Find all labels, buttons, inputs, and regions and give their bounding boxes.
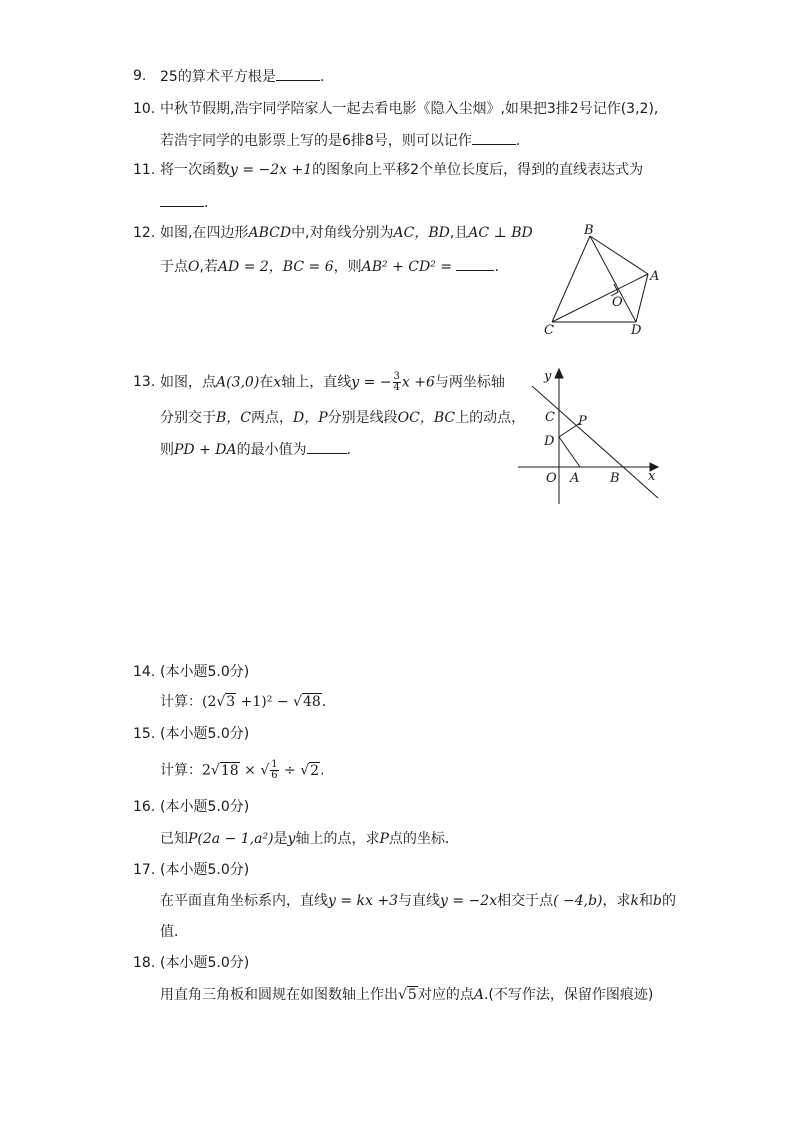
question-number: 14. (133, 664, 156, 680)
segment-cb (552, 236, 590, 322)
quadrilateral-figure (538, 222, 668, 342)
fraction: $\frac{3}{4}$ (393, 371, 400, 393)
question-number: 10. (133, 101, 156, 117)
label-c: C (545, 410, 555, 425)
score-label: (本小题5.0分) (160, 862, 250, 878)
diagonal-ac (552, 274, 648, 322)
question-text: 25的算术平方根是 (160, 69, 276, 85)
score-label: (本小题5.0分) (160, 664, 250, 680)
label-o: O (612, 295, 623, 310)
label-a: A (570, 471, 580, 486)
question-number: 11. (133, 162, 156, 178)
answer-blank[interactable] (472, 130, 516, 145)
question-number: 16. (133, 799, 156, 815)
question-number: 13. (133, 374, 156, 390)
question-number: 18. (133, 955, 156, 971)
math-expression: y = −2x +1 (230, 162, 313, 178)
coordinate-figure (514, 364, 664, 508)
score-label: (本小题5.0分) (160, 799, 250, 815)
question-number: 12. (133, 225, 156, 241)
label-d: D (631, 323, 642, 338)
question-text: 中秋节假期,浩宇同学陪家人一起去看电影《隐入尘烟》,如果把3排2号记作(3,2), (160, 101, 659, 117)
answer-blank[interactable] (456, 256, 494, 271)
fraction: $\frac{1}{6}$ (271, 759, 278, 781)
score-label: (本小题5.0分) (160, 955, 250, 971)
label-y: y (544, 369, 552, 384)
score-label: (本小题5.0分) (160, 726, 250, 742)
question-number: 17. (133, 862, 156, 878)
answer-blank[interactable] (307, 439, 347, 454)
segment-da (559, 437, 580, 467)
label-x: x (648, 469, 656, 484)
question-number: 9. (133, 68, 147, 84)
question-number: 15. (133, 726, 156, 742)
label-p: P (578, 414, 587, 429)
segment-dp (559, 423, 580, 437)
label-o: O (546, 471, 557, 486)
label-b: B (610, 471, 620, 486)
label-d: D (544, 434, 555, 449)
label-b: B (584, 223, 594, 238)
answer-blank[interactable] (276, 66, 320, 81)
answer-blank[interactable] (160, 192, 204, 207)
segment-ad (636, 274, 648, 322)
label-c: C (544, 323, 554, 338)
y-axis-arrow (555, 369, 563, 378)
label-a: A (650, 269, 660, 284)
segment-ba (590, 236, 648, 274)
